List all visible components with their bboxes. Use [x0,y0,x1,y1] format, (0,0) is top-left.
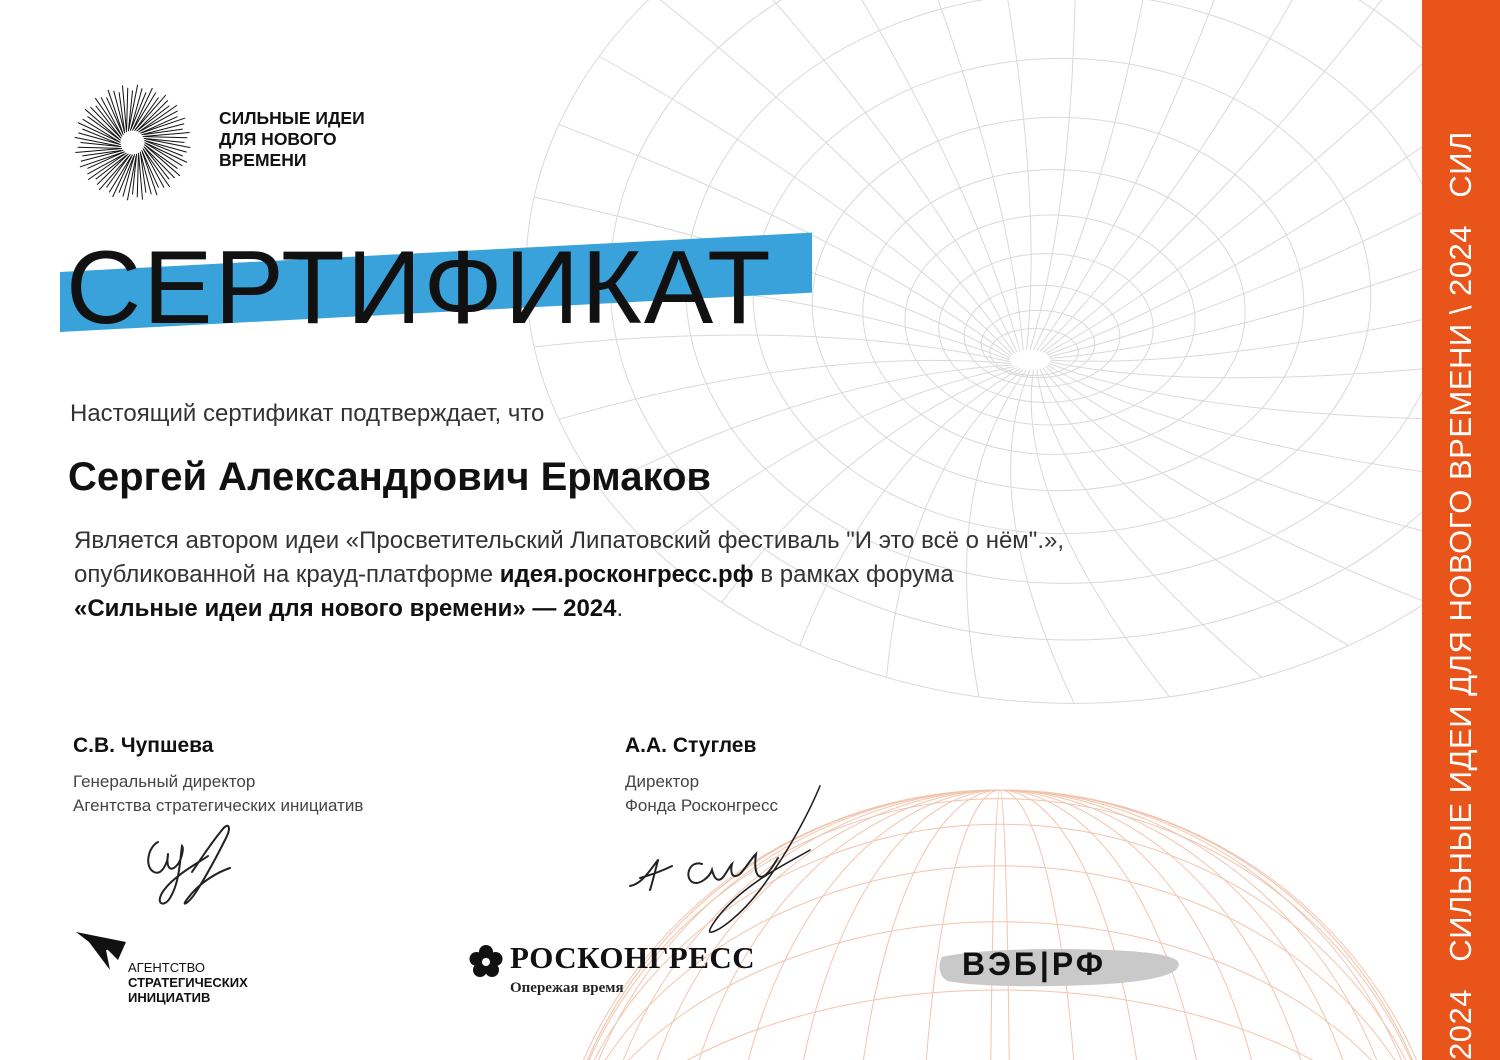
sunburst-logo-icon [70,80,195,205]
body-line-2-post: в рамках форума [753,561,954,588]
certificate-title: СЕРТИФИКАТ [66,230,773,346]
brand-name [219,108,365,171]
asi-logo-text [128,960,248,1005]
body-line-3 [74,592,1394,626]
brand-line-2: ДЛЯ НОВОГО [219,129,337,149]
signer-chupsheva [73,734,363,818]
veb-logo-text: ВЭБ|РФ [962,946,1107,982]
roscongress-tagline: Опережая время [510,980,624,996]
signer-role-line-1: Генеральный директор [73,772,256,791]
brand-line-3: ВРЕМЕНИ [219,150,307,170]
asi-line-3: ИНИЦИАТИВ [128,990,211,1005]
sidebar-text: 2024 СИЛЬНЫЕ ИДЕИ ДЛЯ НОВОГО ВРЕМЕНИ \ 2024 СИЛ [1443,131,1478,1060]
confirm-text: Настоящий сертификат подтверждает, что [70,400,545,427]
sidebar-band [1422,0,1500,1060]
body-line-2-pre: опубликованной на крауд-платформе [74,561,500,588]
recipient-name: Сергей Александрович Ермаков [68,455,712,499]
signer-role-line-2: Фонда Росконгресс [625,796,778,815]
body-line-2 [74,558,1394,592]
forum-name: «Сильные идеи для нового времени» — 2024 [74,595,617,622]
signer-role-line-2: Агентства стратегических инициатив [73,796,364,815]
certificate-body [74,524,1394,626]
signature-chupsheva [130,812,250,912]
signature-stuglev [620,780,840,940]
signer-name: А.А. Стуглев [625,734,757,757]
platform-link: идея.росконгресс.рф [499,561,754,588]
roscongress-name: РОСКОНГРЕСС [510,940,756,975]
brand-line-1: СИЛЬНЫЕ ИДЕИ [219,108,365,128]
asi-line-1: АГЕНТСТВО [128,960,205,975]
body-line-3-post: . [616,595,624,622]
asi-line-2: СТРАТЕГИЧЕСКИХ [128,975,248,990]
signer-name: С.В. Чупшева [73,734,214,757]
signer-role [73,770,363,818]
signer-role-line-1: Директор [625,772,700,791]
body-line-1: Является автором идеи «Просветительский Липатовский фестиваль "И это всё о нём".», [74,527,1064,554]
